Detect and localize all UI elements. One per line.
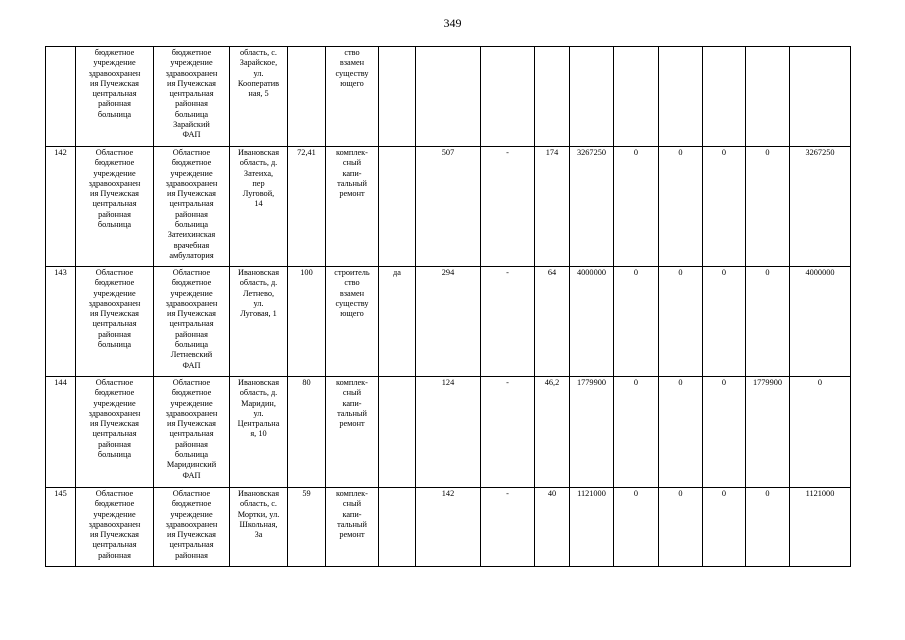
table-cell: 59 — [288, 488, 326, 567]
table-cell: 0 — [703, 147, 746, 267]
table-cell: 3267250 — [570, 147, 614, 267]
table-row — [46, 377, 851, 488]
table-cell: область, с. Зарайское, ул. Кооператив ная, 5 — [230, 47, 288, 147]
table-cell: - — [481, 488, 535, 567]
table-cell: Областное бюджетное учреждение здравоохранен ия Пучежская центральная районная больница Маридинский ФАП — [154, 377, 230, 488]
table-cell: 507 — [416, 147, 481, 267]
table-cell — [379, 47, 416, 147]
table-cell: 142 — [46, 147, 76, 267]
table-cell: 0 — [746, 267, 790, 377]
table-cell: 0 — [659, 488, 703, 567]
table-cell: Ивановская область, д. Маридин, ул. Центральна я, 10 — [230, 377, 288, 488]
table-cell — [416, 47, 481, 147]
table-cell: 0 — [614, 377, 659, 488]
table-cell — [379, 147, 416, 267]
table-cell: 64 — [535, 267, 570, 377]
table-cell — [535, 47, 570, 147]
table-cell: Областное бюджетное учреждение здравоохранен ия Пучежская центральная районная больница Летневский ФАП — [154, 267, 230, 377]
table-cell — [659, 47, 703, 147]
table-cell: 0 — [703, 377, 746, 488]
table-cell: Областное бюджетное учреждение здравоохранен ия Пучежская центральная районная — [76, 488, 154, 567]
table-cell: - — [481, 267, 535, 377]
table-cell: 0 — [659, 377, 703, 488]
table-cell: 3267250 — [790, 147, 851, 267]
table-cell: 4000000 — [790, 267, 851, 377]
table-cell: комплек- сный капи- тальный ремонт — [326, 147, 379, 267]
table-cell: 40 — [535, 488, 570, 567]
table-cell: 4000000 — [570, 267, 614, 377]
table-cell: 80 — [288, 377, 326, 488]
table-cell — [790, 47, 851, 147]
table-cell: - — [481, 147, 535, 267]
table-row — [46, 147, 851, 267]
table-cell: Областное бюджетное учреждение здравоохранен ия Пучежская центральная районная больница — [76, 377, 154, 488]
table-cell: 1121000 — [570, 488, 614, 567]
table-cell: 0 — [790, 377, 851, 488]
table-cell: 144 — [46, 377, 76, 488]
table-cell: 124 — [416, 377, 481, 488]
table-row — [46, 488, 851, 567]
table-cell: 46,2 — [535, 377, 570, 488]
table-cell: - — [481, 377, 535, 488]
table-cell: бюджетное учреждение здравоохранен ия Пучежская центральная районная больница Зарайский ФАП — [154, 47, 230, 147]
table-cell: да — [379, 267, 416, 377]
table-cell: 0 — [703, 267, 746, 377]
table-cell — [46, 47, 76, 147]
table-cell: комплек- сный капи- тальный ремонт — [326, 488, 379, 567]
table-cell: бюджетное учреждение здравоохранен ия Пучежская центральная районная больница — [76, 47, 154, 147]
table-cell: 143 — [46, 267, 76, 377]
table-row — [46, 47, 851, 147]
table-cell — [746, 47, 790, 147]
table-cell: 0 — [659, 147, 703, 267]
table-cell: 0 — [703, 488, 746, 567]
table-cell: 142 — [416, 488, 481, 567]
table-cell: 145 — [46, 488, 76, 567]
table-cell: Ивановская область, д. Затеиха, пер Луговой, 14 — [230, 147, 288, 267]
table-cell: ство взамен существу ющего — [326, 47, 379, 147]
table-cell — [379, 488, 416, 567]
table-cell: Областное бюджетное учреждение здравоохранен ия Пучежская центральная районная больница — [76, 267, 154, 377]
table-cell: 1779900 — [570, 377, 614, 488]
table-cell: 100 — [288, 267, 326, 377]
table-cell: строитель ство взамен существу ющего — [326, 267, 379, 377]
table-cell — [379, 377, 416, 488]
table-cell: 1121000 — [790, 488, 851, 567]
table-cell: Ивановская область, с. Мортки, ул. Школьная, 3а — [230, 488, 288, 567]
table-cell — [570, 47, 614, 147]
table-cell: 0 — [614, 267, 659, 377]
table-cell: 174 — [535, 147, 570, 267]
table-cell: 0 — [659, 267, 703, 377]
table-cell — [288, 47, 326, 147]
data-table — [45, 46, 851, 567]
table-row — [46, 267, 851, 377]
page-number: 349 — [443, 16, 462, 30]
table-cell — [703, 47, 746, 147]
table-cell: Областное бюджетное учреждение здравоохранен ия Пучежская центральная районная больница — [76, 147, 154, 267]
table-cell: комплек- сный капи- тальный ремонт — [326, 377, 379, 488]
table-cell: 72,41 — [288, 147, 326, 267]
table-cell: 294 — [416, 267, 481, 377]
table-cell: Областное бюджетное учреждение здравоохранен ия Пучежская центральная районная больница Затеихинская врачебная амбулатория — [154, 147, 230, 267]
table-cell — [481, 47, 535, 147]
table-cell: 0 — [746, 147, 790, 267]
table-cell: Ивановская область, д. Летнево, ул. Луговая, 1 — [230, 267, 288, 377]
table-cell: Областное бюджетное учреждение здравоохранен ия Пучежская центральная районная — [154, 488, 230, 567]
table-cell: 1779900 — [746, 377, 790, 488]
table-cell — [614, 47, 659, 147]
table-cell: 0 — [614, 147, 659, 267]
table-cell: 0 — [614, 488, 659, 567]
table-cell: 0 — [746, 488, 790, 567]
